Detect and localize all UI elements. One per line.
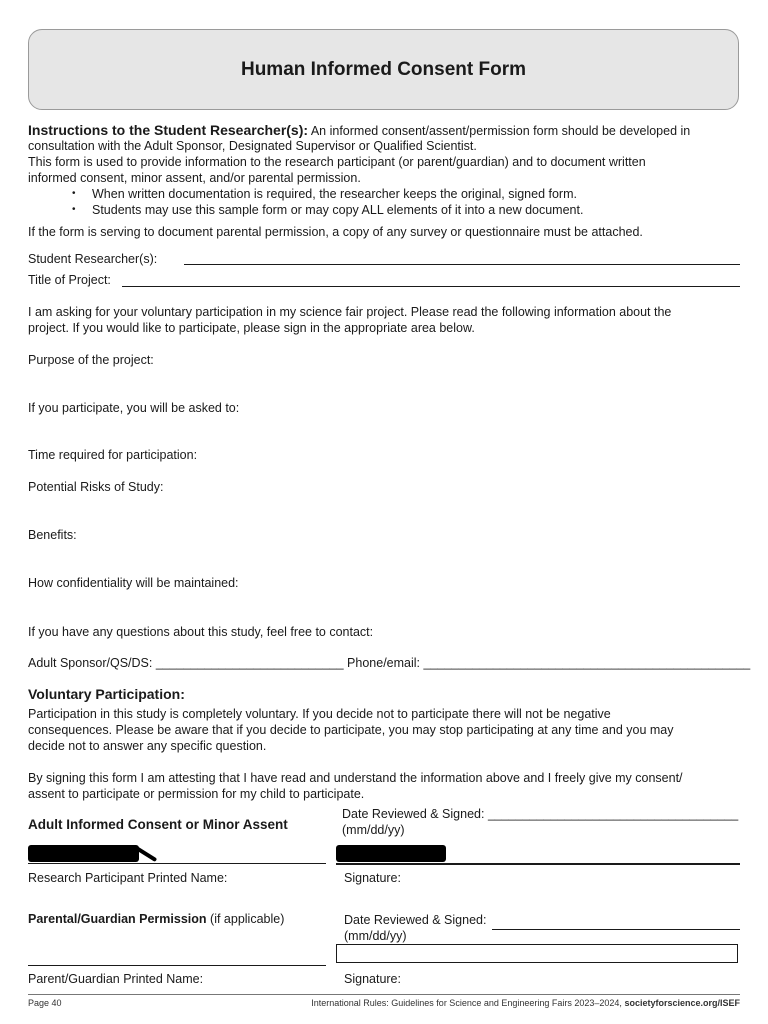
footer-source-text: International Rules: Guidelines for Science and Engineering Fairs 2023–2024, [311, 998, 622, 1008]
page-title: Human Informed Consent Form [240, 58, 526, 80]
sponsor-label: Adult Sponsor/QS/DS: [28, 656, 153, 670]
guardian-name-label: Parent/Guardian Printed Name: [28, 972, 204, 986]
project-title-label: Title of Project: [28, 273, 111, 287]
contact-line [28, 655, 750, 671]
questions-label: If you have any questions about this study, feel free to contact: [28, 625, 374, 639]
risks-label: Potential Risks of Study: [28, 480, 164, 494]
phone-label: Phone/email: [347, 656, 421, 670]
intro-line-2: project. If you would like to participate, please sign in the appropriate area below. [28, 321, 475, 335]
consent-heading: Adult Informed Consent or Minor Assent [28, 817, 288, 832]
footer-url[interactable]: societyforscience.org/ISEF [624, 998, 740, 1008]
voluntary-line-1: Participation in this study is completely voluntary. If you decide not to participate there will not be negative [28, 707, 611, 721]
parental-heading-note: (if applicable) [210, 912, 285, 926]
parental-heading: Parental/Guardian Permission [28, 912, 207, 926]
project-title-field[interactable] [122, 286, 740, 287]
participant-signature-field[interactable] [336, 863, 740, 865]
footer-divider [28, 994, 740, 995]
consent-date-label: Date Reviewed & Signed: [342, 807, 485, 821]
voluntary-line-2: consequences. Please be aware that if you decide to participate, you may stop participating at any time and you may [28, 723, 674, 737]
instructions-heading: Instructions to the Student Researcher(s): [28, 122, 309, 138]
voluntary-line-3: decide not to answer any specific question. [28, 739, 267, 753]
guardian-signature-label: Signature: [344, 972, 401, 986]
consent-date-format: (mm/dd/yy) [342, 823, 405, 837]
redacted-participant-name [28, 845, 139, 862]
instructions-note: If the form is serving to document parental permission, a copy of any survey or questionnaire must be attached. [28, 225, 643, 239]
student-researchers-field[interactable] [184, 264, 740, 265]
purpose-label: Purpose of the project: [28, 353, 154, 367]
intro-line-1: I am asking for your voluntary participation in my science fair project. Please read the following information about the [28, 305, 672, 319]
confidentiality-label: How confidentiality will be maintained: [28, 576, 239, 590]
instructions-bullets [72, 186, 583, 218]
parental-date-format: (mm/dd/yy) [344, 929, 407, 943]
footer-source [311, 998, 740, 1008]
parental-heading-line [28, 911, 284, 927]
list-item: • When written documentation is required, the researcher keeps the original, signed form. [72, 186, 583, 202]
title-banner [28, 29, 739, 110]
consent-date-line [342, 806, 738, 822]
instructions-text: An informed consent/assent/permission form should be developed in [310, 124, 691, 138]
guardian-name-field[interactable] [28, 965, 326, 966]
student-researchers-label: Student Researcher(s): [28, 252, 158, 266]
footer-page-number: Page 40 [28, 998, 62, 1008]
instructions-line-4: informed consent, minor assent, and/or parental permission. [28, 171, 361, 185]
instructions-line-3: This form is used to provide information to the research participant (or parent/guardian) and to document written [28, 155, 646, 169]
participant-name-field[interactable] [28, 863, 326, 864]
instructions-line-1 [28, 122, 690, 139]
parental-date-label: Date Reviewed & Signed: [344, 913, 487, 927]
guardian-signature-box[interactable] [336, 944, 738, 963]
sponsor-field[interactable]: ___________________________ [155, 656, 344, 670]
voluntary-heading: Voluntary Participation: [28, 686, 185, 702]
asked-to-label: If you participate, you will be asked to: [28, 401, 240, 415]
benefits-label: Benefits: [28, 528, 77, 542]
participant-signature-label: Signature: [344, 871, 401, 885]
voluntary-line-4: By signing this form I am attesting that I have read and understand the information above and I freely give my consent/ [28, 771, 683, 785]
parental-date-field[interactable] [492, 929, 740, 930]
voluntary-line-5: assent to participate or permission for my child to participate. [28, 787, 365, 801]
participant-name-label: Research Participant Printed Name: [28, 871, 228, 885]
phone-field[interactable]: _______________________________________________ [423, 656, 751, 670]
consent-date-field[interactable]: ____________________________________ [487, 807, 739, 821]
time-label: Time required for participation: [28, 448, 198, 462]
instructions-line-2: consultation with the Adult Sponsor, Designated Supervisor or Qualified Scientist. [28, 139, 477, 153]
list-item: • Students may use this sample form or may copy ALL elements of it into a new document. [72, 202, 583, 218]
redacted-participant-signature [336, 845, 446, 862]
